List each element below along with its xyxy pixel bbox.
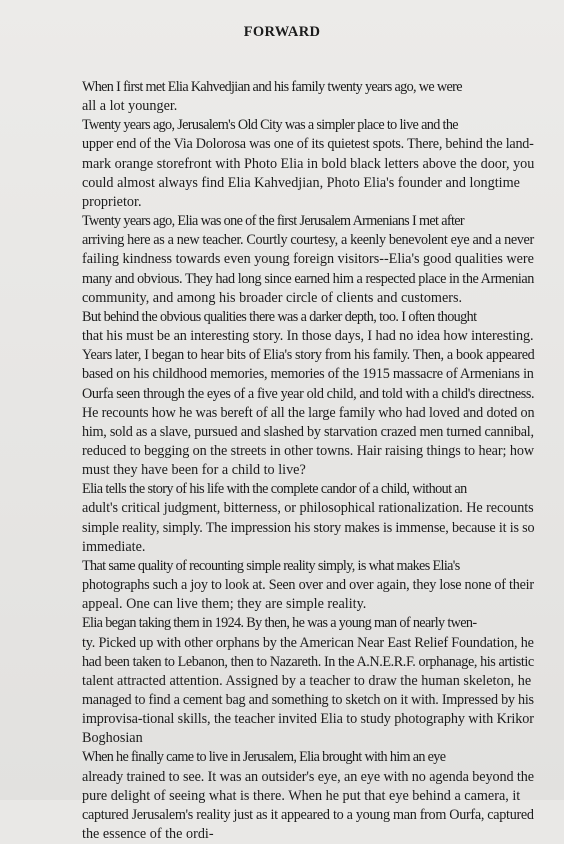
text-line: He recounts how he was bereft of all the large family who had loved and doted on	[82, 404, 535, 421]
paragraph	[34, 748, 534, 844]
text-line: reduced to begging on the streets in other towns. Hair raising things to hear; how	[82, 442, 535, 459]
text-line: arriving here as a new teacher. Courtly courtesy, a keenly benevolent eye and a never	[82, 232, 534, 249]
text-line: simple reality, simply. The impression his story makes is immense, because it is so	[82, 519, 535, 536]
text-line: Years later, I began to hear bits of Elia's story from his family. Then, a book appeared	[82, 347, 535, 364]
paragraph	[34, 212, 534, 308]
text-line: Twenty years ago, Jerusalem's Old City was a simpler place to live and the	[82, 117, 458, 134]
text-line: photographs such a joy to look at. Seen over and over again, they lose none of their	[82, 577, 534, 594]
text-line: already trained to see. It was an outsider's eye, an eye with no agenda beyond the	[82, 768, 534, 785]
text-line: managed to find a cement bag and something to sketch on it with. Impressed by his	[82, 692, 534, 708]
text-line: failing kindness towards even young foreign visitors--Elia's good qualities were	[82, 251, 534, 268]
text-line: Elia tells the story of his life with the complete candor of a child, without an	[82, 481, 467, 498]
text-line: him, sold as a slave, pursued and slashed by starvation crazed men turned cannibal,	[82, 423, 534, 440]
paragraph	[34, 557, 534, 614]
text-line: based on his childhood memories, memories of the 1915 massacre of Armenians in	[82, 366, 534, 383]
text-line: could almost always find Elia Kahvedjian, Photo Elia's founder and longtime	[82, 174, 520, 191]
text-line: When I first met Elia Kahvedjian and his family twenty years ago, we were	[82, 79, 462, 95]
text-line: upper end of the Via Dolorosa was one of its quietest spots. There, behind the land-	[82, 136, 534, 153]
text-line: That same quality of recounting simple reality simply, is what makes Elia's	[82, 557, 460, 574]
text-line: immediate.	[82, 538, 146, 555]
body-text	[34, 78, 534, 844]
text-line: pure delight of seeing what is there. When he put that eye behind a camera, it	[82, 787, 521, 804]
text-line: mark orange storefront with Photo Elia in bold black letters above the door, you	[82, 155, 535, 172]
paragraph	[34, 480, 534, 557]
text-line: Boghosian	[82, 730, 143, 747]
text-line: improvisa-tional skills, the teacher invited Elia to study photography with Krikor	[82, 711, 534, 728]
text-line: appeal. One can live them; they are simple reality.	[82, 596, 367, 613]
text-line: talent attracted attention. Assigned by a teacher to draw the human skeleton, he	[82, 672, 532, 689]
text-line: When he finally came to live in Jerusalem, Elia brought with him an eye	[82, 749, 446, 766]
text-line: all a lot younger.	[82, 98, 178, 115]
text-line: captured Jerusalem's reality just as it appeared to a young man from Ourfa, captured	[82, 806, 534, 823]
text-line: Elia began taking them in 1924. By then, he was a young man of nearly twen-	[82, 615, 477, 632]
text-line: that his must be an interesting story. In those days, I had no idea how interesting.	[82, 328, 534, 345]
text-line: had been taken to Lebanon, then to Nazareth. In the A.N.E.R.F. orphanage, his artistic	[82, 653, 534, 670]
text-line: Ourfa seen through the eyes of a five year old child, and told with a child's directness.	[82, 385, 535, 402]
text-line: community, and among his broader circle of clients and customers.	[82, 289, 463, 306]
paragraph	[34, 308, 534, 480]
text-line: adult's critical judgment, bitterness, or philosophical rationalization. He recounts	[82, 500, 534, 517]
text-line: must they have been for a child to live?	[82, 462, 306, 479]
page-title: FORWARD	[243, 24, 321, 40]
text-line: the essence of the ordi-	[82, 826, 214, 843]
text-line: ty. Picked up with other orphans by the American Near East Relief Foundation, he	[82, 634, 534, 651]
text-line: proprietor.	[82, 193, 142, 210]
text-line: But behind the obvious qualities there was a darker depth, too. I often thought	[82, 308, 477, 325]
paragraph	[34, 116, 534, 212]
text-line: many and obvious. They had long since earned him a respected place in the Armenian	[82, 270, 534, 287]
paragraph	[34, 78, 534, 116]
paragraph	[34, 614, 534, 748]
text-line: Twenty years ago, Elia was one of the first Jerusalem Armenians I met after	[82, 213, 465, 230]
